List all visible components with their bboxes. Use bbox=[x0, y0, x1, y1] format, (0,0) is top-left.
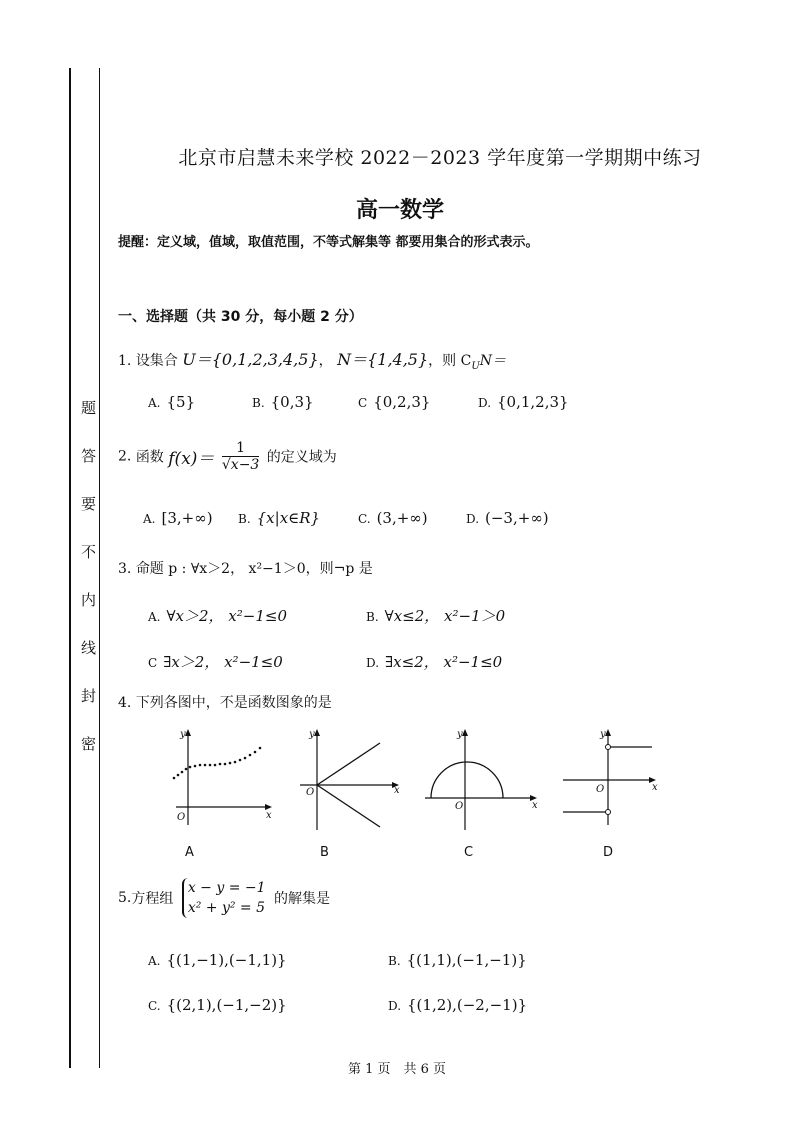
option-label: A. bbox=[148, 610, 161, 624]
exam-title: 北京市启慧未来学校 2022－2023 学年度第一学期期中练习 bbox=[178, 147, 702, 169]
option-label: B. bbox=[238, 512, 251, 526]
option-label: D. bbox=[366, 656, 380, 670]
figure-c-label: C bbox=[464, 845, 474, 860]
binding-char: 不 bbox=[79, 544, 97, 559]
section-heading: 一、选择题（共 30 分，每小题 2 分） bbox=[118, 309, 363, 325]
option-b[interactable] bbox=[238, 509, 320, 527]
subscript: U bbox=[471, 360, 480, 372]
figure-c-graph bbox=[425, 725, 540, 835]
option-text: ∀x≤2， x²−1＞0 bbox=[384, 607, 506, 625]
function-name: f(x)＝ bbox=[168, 449, 215, 469]
option-c[interactable] bbox=[358, 509, 428, 527]
option-b[interactable] bbox=[366, 605, 505, 626]
origin-label: O bbox=[455, 801, 464, 812]
option-label: D. bbox=[388, 999, 402, 1013]
option-text: ∃x≤2， x²−1≤0 bbox=[385, 653, 503, 671]
set-n: N＝{1,4,5} bbox=[337, 350, 429, 369]
figure-d-graph bbox=[560, 725, 670, 835]
figure-a-graph bbox=[168, 725, 278, 835]
question-stem-tail: ，则 C bbox=[428, 353, 472, 369]
page-footer: 第 1 页 共 6 页 bbox=[347, 1062, 447, 1077]
fraction bbox=[222, 440, 259, 473]
binding-char: 密 bbox=[79, 736, 97, 751]
option-text: {(2,1),(−1,−2)} bbox=[166, 996, 287, 1014]
option-label: C. bbox=[358, 512, 371, 526]
option-label: A. bbox=[148, 396, 161, 410]
option-text: {5} bbox=[166, 393, 196, 411]
axis-x-label: x bbox=[532, 800, 538, 811]
option-label: B. bbox=[366, 610, 379, 624]
axis-x-label: x bbox=[652, 782, 658, 793]
question-number: 4. bbox=[118, 695, 132, 711]
fraction-numerator: 1 bbox=[222, 440, 259, 457]
option-text: {(1,2),(−2,−1)} bbox=[407, 996, 528, 1014]
option-d[interactable] bbox=[366, 651, 502, 672]
axis-y-label: y bbox=[457, 729, 463, 740]
binding-char: 要 bbox=[79, 496, 97, 511]
option-label: B. bbox=[388, 954, 401, 968]
separator: ， bbox=[318, 353, 333, 369]
axis-y-label: y bbox=[180, 729, 186, 740]
figure-b-graph bbox=[295, 725, 405, 835]
binding-char: 内 bbox=[79, 592, 97, 607]
exam-hint: 提醒：定义域，值域，取值范围，不等式解集等 都要用集合的形式表示。 bbox=[118, 235, 539, 250]
question-stem: 命题 p : ∀x＞2， x²−1＞0，则¬p 是 bbox=[135, 561, 373, 577]
question-stem-tail2: N＝ bbox=[479, 353, 507, 369]
option-c[interactable] bbox=[358, 393, 430, 411]
option-label: C bbox=[358, 396, 368, 410]
option-text: (−3,+∞) bbox=[485, 509, 549, 527]
option-label: C bbox=[148, 656, 158, 670]
option-d[interactable] bbox=[388, 996, 527, 1014]
origin-label: O bbox=[177, 812, 186, 823]
option-a[interactable] bbox=[148, 951, 287, 969]
question-3 bbox=[118, 558, 373, 578]
figure-a-label: A bbox=[185, 845, 194, 860]
question-4 bbox=[118, 692, 332, 712]
option-text: [3,+∞) bbox=[161, 509, 213, 527]
option-b[interactable] bbox=[388, 951, 527, 969]
binding-char: 线 bbox=[79, 640, 97, 655]
option-b[interactable] bbox=[252, 393, 314, 411]
option-text: {0,3} bbox=[270, 393, 314, 411]
option-d[interactable] bbox=[466, 509, 549, 527]
question-stem: 方程组 bbox=[131, 891, 174, 907]
question-number: 1. bbox=[118, 353, 132, 369]
option-label: C. bbox=[148, 999, 161, 1013]
option-text: ∀x＞2， x²−1≤0 bbox=[166, 607, 288, 625]
axis-x-label: x bbox=[266, 810, 272, 821]
option-text: ∃x＞2， x²−1≤0 bbox=[163, 653, 283, 671]
option-text: {x|x∈R} bbox=[256, 509, 321, 527]
option-c[interactable] bbox=[148, 651, 283, 672]
set-u: U＝{0,1,2,3,4,5} bbox=[182, 350, 319, 369]
option-label: D. bbox=[466, 512, 480, 526]
option-text: {0,1,2,3} bbox=[497, 393, 569, 411]
option-label: A. bbox=[143, 512, 156, 526]
option-label: B. bbox=[252, 396, 265, 410]
question-number: 3. bbox=[118, 561, 132, 577]
origin-label: O bbox=[306, 787, 315, 798]
question-number: 2. bbox=[118, 448, 132, 465]
option-a[interactable] bbox=[148, 393, 195, 411]
option-text: {(1,1),(−1,−1)} bbox=[406, 951, 527, 969]
figure-d-label: D bbox=[603, 845, 614, 860]
option-a[interactable] bbox=[143, 509, 213, 527]
origin-label: O bbox=[596, 784, 605, 795]
option-text: {0,2,3} bbox=[373, 393, 431, 411]
question-1 bbox=[118, 347, 506, 372]
equation-2: x² + y² = 5 bbox=[187, 900, 266, 916]
question-stem: 函数 bbox=[135, 449, 164, 466]
option-label: D. bbox=[478, 396, 492, 410]
question-stem-tail: 的解集是 bbox=[273, 891, 330, 907]
binding-char: 封 bbox=[79, 688, 97, 703]
axis-y-label: y bbox=[600, 729, 606, 740]
axis-x-label: x bbox=[394, 785, 400, 796]
question-5 bbox=[118, 878, 330, 918]
binding-char: 答 bbox=[79, 448, 97, 463]
figure-b-label: B bbox=[320, 845, 329, 860]
exam-subject: 高一数学 bbox=[355, 198, 444, 223]
question-stem-tail: 的定义域为 bbox=[266, 449, 337, 466]
question-stem: 设集合 bbox=[135, 353, 178, 369]
equation-1: x − y = −1 bbox=[187, 880, 266, 896]
option-c[interactable] bbox=[148, 996, 287, 1014]
option-d[interactable] bbox=[478, 393, 569, 411]
binding-char: 题 bbox=[79, 400, 97, 415]
question-number: 5. bbox=[118, 890, 132, 906]
option-text: {(1,−1),(−1,1)} bbox=[166, 951, 287, 969]
option-label: A. bbox=[148, 954, 161, 968]
question-stem: 下列各图中，不是函数图象的是 bbox=[135, 695, 332, 711]
option-a[interactable] bbox=[148, 605, 287, 626]
fraction-denominator: √x−3 bbox=[221, 457, 260, 473]
option-text: (3,+∞) bbox=[376, 509, 428, 527]
equation-system bbox=[182, 878, 266, 918]
axis-y-label: y bbox=[309, 729, 315, 740]
question-2 bbox=[118, 440, 337, 473]
